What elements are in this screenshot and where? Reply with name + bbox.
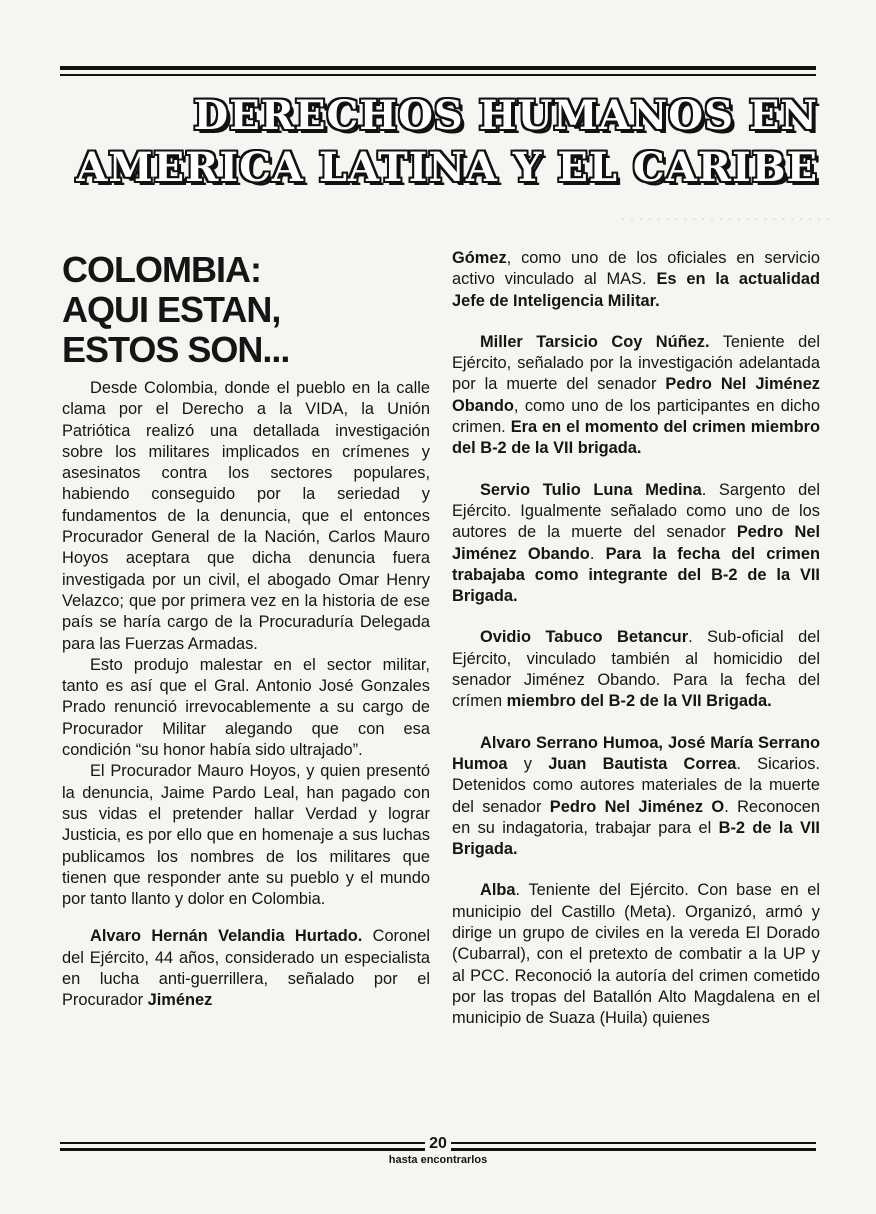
paragraph-text: . Teniente del Ejército. Con base en el municipio del Castillo (Meta). Organizó, armó y dirige un grupo de civiles en la vereda El Dorado (Cubarral), con el pretexto de combatir a la UP y al PCC. Reconoció la autoría del crimen cometido por las tropas del Batallón Alto Magdalena en el municipio de Suaza (Huila) quienes bbox=[452, 881, 820, 1028]
right-paragraph-1 bbox=[452, 248, 820, 312]
section-title bbox=[58, 90, 818, 194]
page-number-text: 20 bbox=[425, 1135, 451, 1152]
right-paragraph-5 bbox=[452, 733, 820, 861]
left-paragraph-1: Desde Colombia, donde el pueblo en la calle clama por el Derecho a la VIDA, la Unión Patriótica realizó una detallada investigación sobre los militares implicados en crímenes y asesinatos contra los sectores populares, habiendo conseguido por la seriedad y fundamentos de la denuncia, que el entonces Procurador General de la Nación, Carlos Mauro Hoyos aceptara que dicha denuncia fuera investigada por un civil, el abogado Omar Henry Velazco; que por primera vez en la historia de ese país se haría cargo de la Procuraduría Delegada para las Fuerzas Armadas. bbox=[62, 379, 430, 653]
officer-name: Servio Tulio Luna Medina bbox=[480, 480, 702, 499]
emphasis-text: Para la fecha del crimen trabajaba como integrante del B-2 de la VII Brigada. bbox=[452, 544, 820, 606]
left-paragraph-3: El Procurador Mauro Hoyos, y quien presentó la denuncia, Jaime Pardo Leal, han pagado con sus vidas el pretender hallar Verdad y lograr Justicia, es por ello que en homenaje a sus luchas publicamos los nombres de los militares que tienen que responder ante su pueblo y el mundo por tanto llanto y dolor en Colombia. bbox=[62, 762, 430, 909]
page-number bbox=[0, 1136, 876, 1152]
officer-name: Alvaro Hernán Velandia Hurtado. bbox=[90, 927, 363, 946]
headline-line1: COLOMBIA: bbox=[62, 249, 261, 290]
right-paragraph-6 bbox=[452, 880, 820, 1029]
officer-name: Juan Bautista Correa bbox=[548, 754, 737, 773]
paragraph-text: y bbox=[507, 754, 549, 773]
officer-description: Coronel del Ejército, 44 años, considerado un especialista en lucha anti-guerrillera, señalado por el Procurador bbox=[62, 927, 431, 1010]
right-paragraph-4 bbox=[452, 627, 820, 712]
emphasis-text: miembro del B-2 de la VII Brigada. bbox=[506, 692, 772, 711]
paragraph-text: . Reconocen en su indagatoria, trabajar para el bbox=[452, 797, 820, 837]
right-paragraph-2 bbox=[452, 332, 820, 460]
right-paragraph-3 bbox=[452, 480, 820, 608]
left-column bbox=[62, 378, 430, 1012]
officer-name: Alba bbox=[480, 881, 516, 900]
emphasis-text: B-2 de la VII Brigada. bbox=[452, 818, 820, 859]
paragraph-text: , como uno de los oficiales en servicio activo vinculado al MAS. bbox=[452, 249, 820, 289]
continued-name: Jiménez bbox=[147, 991, 213, 1010]
top-rule-thin bbox=[60, 74, 816, 76]
officer-name: Alvaro Serrano Humoa, José María Serrano Humoa bbox=[452, 733, 820, 773]
continued-name: Gómez bbox=[452, 249, 507, 267]
left-paragraph-4 bbox=[62, 926, 430, 1011]
top-rule bbox=[60, 66, 816, 70]
emphasis-text: Era en el momento del crimen miembro del B-2 de la VII brigada. bbox=[452, 418, 820, 458]
paragraph-text: , como uno de los participantes en dicho crimen. bbox=[452, 396, 820, 437]
officer-name: Ovidio Tabuco Betancur bbox=[480, 628, 689, 647]
victim-name: Pedro Nel Jiménez O bbox=[549, 797, 725, 816]
left-paragraph-2: Esto produjo malestar en el sector militar, tanto es así que el Gral. Antonio José Gonzales Prado renunció irrevocablemente a su cargo de Procurador Militar alegando que con esa condición “su honor había sido ultrajado”. bbox=[62, 655, 430, 760]
show-through-text: . . . . . . . . . . . . . . . . . . . . . . . . bbox=[620, 208, 830, 224]
paragraph-text: Teniente del Ejército, señalado por la investigación adelantada por la muerte del senador bbox=[452, 332, 820, 394]
victim-name: Pedro Nel Jiménez Obando bbox=[452, 523, 820, 563]
paragraph-text: . Sicarios. Detenidos como autores materiales de la muerte del senador bbox=[452, 754, 820, 816]
victim-name: Pedro Nel Jiménez Obando bbox=[452, 375, 820, 415]
section-title-line1: DERECHOS HUMANOS EN bbox=[193, 92, 818, 139]
publication-name: hasta encontrarlos bbox=[388, 1154, 488, 1166]
article-headline bbox=[62, 250, 422, 370]
officer-name: Miller Tarsicio Coy Núñez. bbox=[480, 332, 710, 351]
paragraph-text: . Sub-oficial del Ejército, vinculado también al homicidio del senador Jiménez Obando. Para la fecha del crímen bbox=[452, 628, 820, 711]
paragraph-text: . Sargento del Ejército. Igualmente señalado como uno de los autores de la muerte del senador bbox=[452, 480, 820, 542]
paragraph-text: . bbox=[589, 544, 606, 563]
right-column bbox=[452, 248, 820, 1030]
headline-line3: ESTOS SON... bbox=[62, 329, 290, 370]
section-title-line2: AMERICA LATINA Y EL CARIBE bbox=[76, 144, 818, 191]
emphasis-text: Es en la actualidad Jefe de Inteligencia Militar. bbox=[452, 270, 820, 310]
headline-line2: AQUI ESTAN, bbox=[62, 289, 281, 330]
